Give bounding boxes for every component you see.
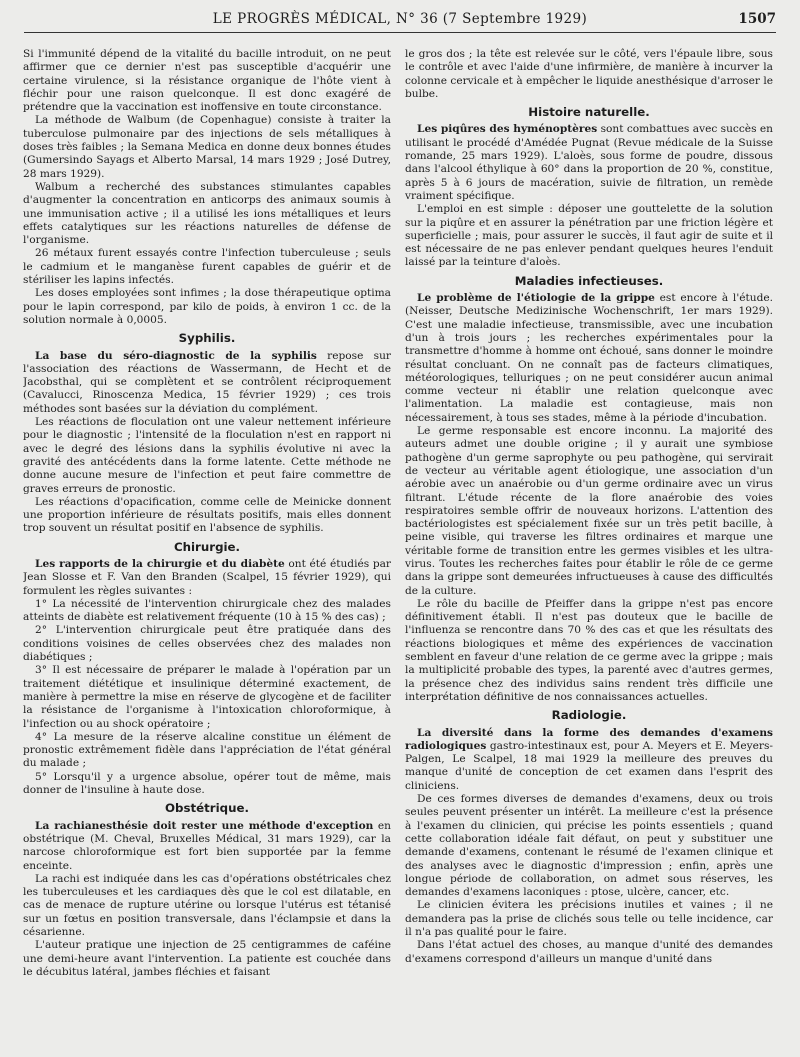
- article-text: en obstétrique (M. Cheval, Bruxelles Médical, 31 mars 1929), car la narcose chloroformique est fort bien supportée par la femme enceinte.: [23, 819, 391, 872]
- list-item: 1° La nécessité de l'intervention chirurgicale chez des malades atteints de diabète est relativement fréquente (10 à 15 % des cas) ;: [23, 597, 391, 624]
- running-title: LE PROGRÈS MÉDICAL, N° 36 (7 Septembre 1929): [212, 11, 588, 27]
- section-heading-obstetrique: Obstétrique.: [165, 801, 249, 816]
- paragraph: Dans l'état actuel des choses, au manque d'unité des demandes d'examens correspond d'ailleurs un manque d'unité dans: [405, 939, 773, 965]
- paragraph: [405, 727, 773, 793]
- article-lead: Le problème de l'étiologie de la grippe: [417, 292, 655, 305]
- list-item: 3° Il est nécessaire de préparer le malade à l'opération par un traitement diététique et insulinique déterminé exactement, de manière à permettre la mise en réserve de glycogène et de faciliter la résistance de l'organisme à l'intoxication chloroformique, à l'infection ou au shock opératoire ;: [23, 664, 391, 730]
- paragraph: [405, 123, 773, 203]
- page-number: 1507: [738, 11, 776, 27]
- paragraph: Le rôle du bacille de Pfeiffer dans la grippe n'est pas encore définitivement établi. Il n'est pas douteux que le bacille de l'influenza se rencontre dans 70 % des cas et que les résultats des réactions biologiques et même des expériences de vaccination semblent en faveur d'une relation de ce germe avec la grippe ; mais la multiplicité probable des types, la parenté avec d'autres germes, la présence chez des individus sains rendent très difficile une interprétation définitive de nos connaissances actuelles.: [405, 597, 773, 703]
- section-heading-maladies-infectieuses: Maladies infectieuses.: [514, 273, 664, 288]
- paragraph: L'emploi en est simple : déposer une gouttelette de la solution sur la piqûre et en assurer la pénétration par une friction légère et superficielle ; mais, pour assurer le succès, il faut agir de suite et il est nécessaire de ne pas enlever pendant quelques heures l'enduit laissé par la teinture d'aloès.: [405, 203, 773, 269]
- paragraph: La rachi est indiquée dans les cas d'opérations obstétricales chez les tuberculeuses et les cardiaques dès que le col est dilatable, en cas de menace de rupture utérine ou lorsque l'utérus est tétanisé sur un fœtus en position transversale, dans l'éclampsie et dans la césarienne.: [23, 872, 391, 938]
- paragraph: [23, 558, 391, 598]
- paragraph: De ces formes diverses de demandes d'examens, deux ou trois seules peuvent présenter un intérêt. La meilleure c'est la présence à l'examen du clinicien, qui précise les points essentiels ; quand cette collaboration idéale fait défaut, on peut y substituer une demande d'examens, contenant le résumé de l'examen clinique et des analyses avec le diagnostic d'impression ; enfin, après une longue période de collaboration, on admet sous réserves, les demandes d'examens laconiques : ptose, ulcère, cancer, etc.: [405, 793, 773, 899]
- section-heading-syphilis: Syphilis.: [178, 331, 236, 346]
- right-column: [405, 48, 773, 1048]
- paragraph: [23, 820, 391, 873]
- article-text: gastro-intestinaux est, pour A. Meyers et E. Meyers-Palgen, Le Scalpel, 18 mai 1929 la meilleure des preuves du manque d'unité de conception de cet examen dans l'esprit des cliniciens.: [405, 739, 773, 792]
- section-heading-histoire-naturelle: Histoire naturelle.: [528, 105, 650, 120]
- paragraph: L'auteur pratique une injection de 25 centigrammes de caféine une demi-heure avant l'intervention. La patiente est couchée dans le décubitus latéral, jambes fléchies et faisant: [23, 939, 391, 978]
- paragraph: le gros dos ; la tête est relevée sur le côté, vers l'épaule libre, sous le contrôle et avec l'aide d'une infirmière, de manière à incurver la colonne cervicale et à empêcher le liquide anesthésique d'arroser le bulbe.: [405, 48, 773, 100]
- article-lead: La rachianesthésie doit rester une méthode d'exception: [35, 819, 374, 832]
- list-item: 2° L'intervention chirurgicale peut être pratiquée dans des conditions voisines de celles observées chez des malades non diabétiques ;: [23, 624, 391, 664]
- section-heading-radiologie: Radiologie.: [551, 708, 627, 723]
- paragraph: [23, 350, 391, 416]
- article-text: sont combattues avec succès en utilisant le procédé d'Amédée Pugnat (Revue médicale de la Suisse romande, 25 mars 1929). L'aloès, sous forme de poudre, dissous dans l'alcool éthylique à 60° dans la proportion de 20 %, constitue, après 5 à 6 jours de macération, suivie de filtration, un remède vraiment spécifique.: [405, 123, 773, 202]
- paragraph: Les réactions de floculation ont une valeur nettement inférieure pour le diagnostic ; l'intensité de la floculation n'est en rapport ni avec le degré des lésions dans la syphilis évolutive ni avec la gravité des antécédents dans la forme latente. Cette méthode ne donne aucune mesure de l'infection et peut faire commettre de graves erreurs de pronostic.: [23, 416, 391, 495]
- list-item: 5° Lorsqu'il y a urgence absolue, opérer tout de même, mais donner de l'insuline à haute dose.: [23, 770, 391, 797]
- paragraph: Le clinicien évitera les précisions inutiles et vaines ; il ne demandera pas la prise de clichés sous telle ou telle incidence, car il n'a pas qualité pour le faire.: [405, 899, 773, 938]
- article-text: repose sur l'association des réactions de Wassermann, de Hecht et de Jacobsthal, qui se complètent et se contrôlent réciproquement (Cavalucci, Rinoscenza Medica, 15 février 1929) ; ces trois méthodes sont basées sur la déviation du complément.: [23, 349, 391, 415]
- article-lead: La diversité dans la forme des demandes d'examens radiologiques: [405, 726, 773, 752]
- page-header: [24, 8, 776, 33]
- article-lead: La base du séro-diagnostic de la syphilis: [35, 349, 317, 362]
- paragraph: Walbum a recherché des substances stimulantes capables d'augmenter la concentration en anticorps des animaux soumis à une immunisation active ; il a utilisé les ions métalliques et leurs effets catalytiques sur les réactions naturelles de défense de l'organisme.: [23, 180, 391, 247]
- article-lead: Les piqûres des hyménoptères: [417, 123, 598, 136]
- section-heading-chirurgie: Chirurgie.: [173, 539, 241, 554]
- paragraph: Le germe responsable est encore inconnu. La majorité des auteurs admet une double origine ; il y aurait une symbiose pathogène d'un germe saprophyte ou peu pathogène, qui servirait de vecteur au véritable agent étiologique, une association d'un aérobie avec un anaérobie ou d'un germe ordinaire avec un virus filtrant. L'étude récente de la flore anaérobie des voies respiratoires semble offrir de nouveaux horizons. L'attention des bactériologistes est spécialement fixée sur un très petit bacille, à peine visible, qui traverse les filtres ordinaires et marque une véritable forme de transition entre les germes visibles et les ultra-virus. Toutes les recherches faites pour établir le rôle de ce germe dans la grippe sont demeurées infructueuses à cause des difficultés de la culture.: [405, 425, 773, 597]
- paragraph: [405, 292, 773, 425]
- article-text: ont été étudiés par Jean Slosse et F. Van den Branden (Scalpel, 15 février 1929), qui formulent les règles suivantes :: [23, 557, 391, 597]
- article-text: est encore à l'étude. (Neisser, Deutsche Medizinische Wochenschrift, 1er mars 1929). C'est une maladie infectieuse, transmissible, avec une incubation d'un à trois jours ; les recherches expérimentales pour la transmettre d'homme à homme ont échoué, sans donner le moindre résultat concluant. On ne connaît pas de facteurs climatiques, météorologiques, telluriques ; on ne peut considérer aucun animal comme vecteur ni établir une relation quelconque avec l'alimentation. La maladie est contagieuse, mais non nécessairement, à tous ses stades, même à la période d'incubation.: [405, 292, 773, 424]
- left-column: [23, 48, 391, 1048]
- paragraph: Si l'immunité dépend de la vitalité du bacille introduit, on ne peut affirmer que ce dernier n'est pas susceptible d'acquérir une certaine virulence, si la résistance organique de l'hôte vient à fléchir pour une raison quelconque. Il est donc exagéré de prétendre que la vaccination est inoffensive en toute circonstance.: [23, 48, 391, 114]
- paragraph: 26 métaux furent essayés contre l'infection tuberculeuse ; seuls le cadmium et le manganèse furent capables de guérir et de stériliser les lapins infectés.: [23, 247, 391, 287]
- paragraph: Les doses employées sont infimes ; la dose thérapeutique optima pour le lapin correspond, par kilo de poids, à environ 1 cc. de la solution normale à 0,0005.: [23, 287, 391, 326]
- list-item: 4° La mesure de la réserve alcaline constitue un élément de pronostic extrêmement fidèle dans l'appréciation de l'état général du malade ;: [23, 730, 391, 770]
- paragraph: La méthode de Walbum (de Copenhague) consiste à traiter la tuberculose pulmonaire par des injections de sels métalliques à doses très faibles ; la Semana Medica en donne deux bonnes études (Gumersindo Sayags et Alberto Marsal, 14 mars 1929 ; José Dutrey, 28 mars 1929).: [23, 114, 391, 180]
- paragraph: Les réactions d'opacification, comme celle de Meinicke donnent une proportion inférieure de résultats positifs, mais elles donnent trop souvent un résultat positif en l'absence de syphilis.: [23, 495, 391, 535]
- article-lead: Les rapports de la chirurgie et du diabète: [35, 557, 285, 570]
